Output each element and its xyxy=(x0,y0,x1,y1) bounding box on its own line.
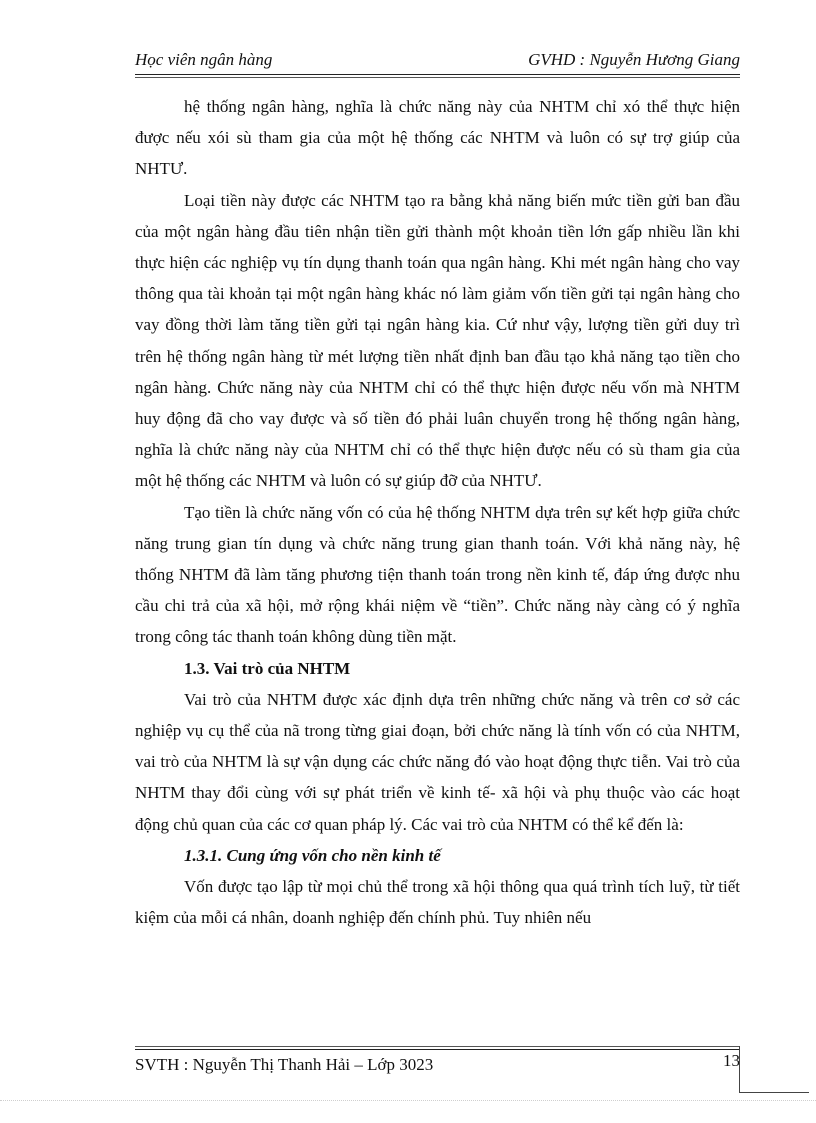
footer-student: SVTH : Nguyễn Thị Thanh Hải – Lớp 3023 xyxy=(135,1055,434,1074)
footer-rule xyxy=(135,1049,740,1050)
header-institution: Học viên ngân hàng xyxy=(135,50,273,69)
section-heading: 1.3. Vai trò của NHTM xyxy=(184,658,351,678)
subsection-heading: 1.3.1. Cung ứng vốn cho nền kinh tế xyxy=(184,845,441,865)
page-body xyxy=(135,91,740,933)
page-number: 13 xyxy=(723,1051,740,1070)
page-number-border-horizontal xyxy=(739,1092,809,1093)
paragraph-money-creation: Loại tiền này được các NHTM tạo ra bằng khả năng biến mức tiền gửi ban đầu của một ngân hàng đầu tiên nhận tiền gửi thành một khoản tiền lớn gấp nhiều lần khi thực hiện các nghiệp vụ tín dụng thanh toán qua ngân hàng. Khi mét ngân hàng cho vay thông qua tài khoản tại một ngân hàng khác nó làm giảm vốn tiền gửi tại ngân hàng cho vay đồng thời làm tăng tiền gửi tại ngân hàng kia. Cứ như vậy, lượng tiền gửi duy trì trên hệ thống ngân hàng từ mét lượng tiền nhất định ban đầu tạo khả năng tạo tiền cho ngân hàng. Chức năng này của NHTM chỉ có thể thực hiện được nếu vốn mà NHTM huy động đã cho vay được và số tiền đó phải luân chuyển trong hệ thống ngân hàng, nghĩa là chức năng này của NHTM chỉ có thể thực hiện được nếu có sù tham gia của một hệ thống các NHTM và luôn có sự giúp đỡ của NHTƯ. xyxy=(135,190,740,491)
page-bottom-dotted-line xyxy=(0,1100,816,1101)
header-rule-thin xyxy=(135,77,740,78)
paragraph-capital: Vốn được tạo lập từ mọi chủ thể trong xã hội thông qua quá trình tích luỹ, từ tiết kiệm của mỗi cá nhân, doanh nghiệp đến chính phủ. Tuy nhiên nếu xyxy=(135,877,740,928)
page-number-border-vertical xyxy=(739,1046,740,1093)
footer-rule-thin xyxy=(135,1046,740,1047)
header-rule xyxy=(135,74,740,75)
paragraph-roles: Vai trò của NHTM được xác định dựa trên những chức năng và trên cơ sở các nghiệp vụ cụ thể của nã trong từng giai đoạn, bởi chức năng là tính vốn có của NHTM, vai trò của NHTM là sự vận dụng các chức năng đó vào hoạt động thực tiễn. Vai trò của NHTM thay đổi cùng với sự phát triển về kinh tế- xã hội và phụ thuộc vào các hoạt động chủ quan của các cơ quan pháp lý. Các vai trò của NHTM có thể kể đến là: xyxy=(135,689,740,834)
page-header xyxy=(135,50,740,72)
paragraph-continued: hệ thống ngân hàng, nghĩa là chức năng này của NHTM chỉ xó thể thực hiện được nếu xói sù tham gia của một hệ thống các NHTM và luôn có sự trợ giúp của NHTƯ. xyxy=(135,97,740,179)
page-footer xyxy=(135,1051,740,1077)
header-advisor: GVHD : Nguyễn Hương Giang xyxy=(528,50,740,69)
paragraph-money-function: Tạo tiền là chức năng vốn có của hệ thống NHTM dựa trên sự kết hợp giữa chức năng trung gian tín dụng và chức năng trung gian thanh toán. Với khả năng này, hệ thống NHTM đã làm tăng phương tiện thanh toán trong nền kinh tế, đáp ứng được nhu cầu chi trả của xã hội, mở rộng khái niệm về “tiền”. Chức năng này càng có ý nghĩa trong công tác thanh toán không dùng tiền mặt. xyxy=(135,502,740,647)
